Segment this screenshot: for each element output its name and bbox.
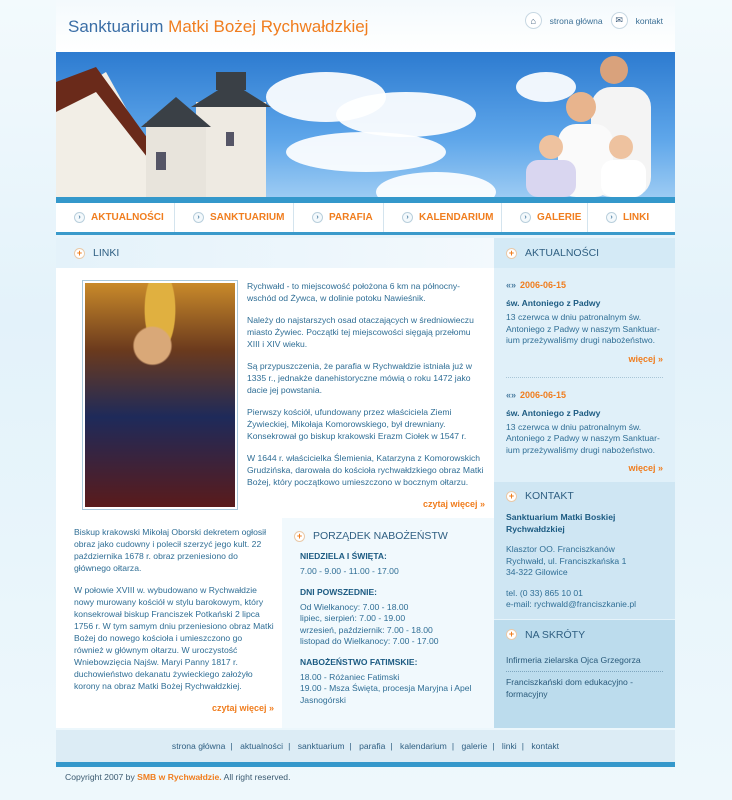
copyright: Copyright 2007 by SMB w Rychwałdzie. All right reserved. bbox=[65, 772, 291, 782]
read-more-link[interactable]: czytaj więcej » bbox=[422, 499, 485, 509]
nav-sanktuarium[interactable]: › SANKTUARIUM bbox=[175, 203, 294, 232]
home-icon[interactable]: ⌂ bbox=[525, 12, 542, 29]
section-heading: + LINKI bbox=[56, 238, 494, 268]
chevron-right-icon: › bbox=[520, 212, 531, 223]
news-item: «» 2006-06-15 św. Antoniego z Padwy 13 czerwca w dniu patronalnym św. Antoniego z Padwy w naszym Sanktuar-ium przeżywaliśmy drugi nabożeństwo. więcej » bbox=[494, 280, 675, 378]
email-link[interactable]: e-mail: rychwald@franciszkanie.pl bbox=[506, 599, 637, 609]
nav-parafia[interactable]: › PARAFIA bbox=[294, 203, 384, 232]
footer-link[interactable]: kontakt bbox=[531, 741, 560, 751]
contact-box: + KONTAKT Sanktuarium Matki Boskiej Rychwałdzkiej Klasztor OO. Franciszkanów Rychwałd, ul. Franciszkańska 1 34-322 Gilowice tel. (0 33) 865 10 01 e-mail: rychwald@franciszkanie.pl bbox=[494, 482, 675, 619]
footer-link[interactable]: galerie bbox=[461, 741, 488, 751]
main-content bbox=[56, 238, 494, 728]
chevron-right-icon: › bbox=[193, 212, 204, 223]
chevron-right-icon: › bbox=[402, 212, 413, 223]
read-more-link[interactable]: czytaj więcej » bbox=[211, 703, 274, 713]
footer-link[interactable]: parafia bbox=[359, 741, 386, 751]
footer-link[interactable]: linki bbox=[501, 741, 517, 751]
nav-aktualnosci[interactable]: › AKTUALNOŚCI bbox=[56, 203, 175, 232]
plus-icon: + bbox=[506, 248, 517, 259]
divider bbox=[56, 762, 675, 767]
header bbox=[56, 0, 675, 52]
more-link[interactable]: więcej » bbox=[628, 463, 663, 473]
footer-link[interactable]: strona główna bbox=[171, 741, 226, 751]
arrows-icon: «» bbox=[506, 389, 517, 400]
nav-galerie[interactable]: › GALERIE bbox=[502, 203, 588, 232]
envelope-icon[interactable]: ✉ bbox=[611, 12, 628, 29]
history-text: Biskup krakowski Mikołaj Oborski dekretem ogłosił obraz jako cudowny i polecił szerzyć jego kult. 22 października 1678 r. obraz przeniesiono do głównego ołtarza. W połowie XVIII w. wybudowano w Rychwałdzie nowy murowany kościół w stylu barokowym, który konsekrował biskup Franciszek Potkański 2 lipca 1756 r. W tym samym dniu przeniesiono obraz Matki Bożej do nowego kościoła i umieszczono go również w głównym ołtarzu. W uroczystość Wniebowzięcia Najśw. Maryi Panny 1817 r. duchowieństwo dekanatu żywieckiego założyło korony na obraz Matki Bożej Rychwałdzkiej. czytaj więcej » bbox=[74, 527, 274, 713]
footer-links: strona główna | aktualności | sanktuarium | parafia | kalendarium | galerie | linki | kontakt bbox=[56, 730, 675, 762]
main-nav bbox=[56, 203, 675, 235]
page bbox=[56, 0, 675, 800]
plus-icon: + bbox=[506, 491, 517, 502]
shortcut-link[interactable]: Franciszkański dom edukacyjno - formacyjny bbox=[506, 671, 663, 705]
news-box: + AKTUALNOŚCI «» 2006-06-15 św. Antoniego z Padwy 13 czerwca w dniu patronalnym św. Antoniego z Padwy w naszym Sanktuar-ium przeżywaliśmy drugi nabożeństwo. więcej » «» 2006-06-15 św. Antoniego z Padwy 13 czerwca w dniu patronalnym św. Antoniego z Padwy w naszym Sanktuar-ium przeżywaliśmy drugi nabożeństwo. więcej » bbox=[494, 238, 675, 482]
chevron-right-icon: › bbox=[312, 212, 323, 223]
news-item: «» 2006-06-15 św. Antoniego z Padwy 13 czerwca w dniu patronalnym św. Antoniego z Padwy w naszym Sanktuar-ium przeżywaliśmy drugi nabożeństwo. więcej » bbox=[506, 389, 663, 473]
top-link-contact[interactable]: kontakt bbox=[635, 15, 663, 26]
plus-icon: + bbox=[506, 629, 517, 640]
more-link[interactable]: więcej » bbox=[628, 353, 663, 364]
church-illustration bbox=[56, 62, 271, 197]
nav-kalendarium[interactable]: › KALENDARIUM bbox=[384, 203, 502, 232]
banner-image bbox=[56, 52, 675, 197]
arrows-icon: «» bbox=[506, 280, 517, 290]
shortcuts-box: + NA SKRÓTY Infirmeria zielarska Ojca Grzegorza Franciszkański dom edukacyjno - formacyjny bbox=[494, 619, 675, 729]
footer-link[interactable]: kalendarium bbox=[400, 741, 447, 751]
top-link-home[interactable]: strona główna bbox=[549, 15, 603, 26]
madonna-image bbox=[82, 280, 238, 510]
shortcut-link[interactable]: Infirmeria zielarska Ojca Grzegorza bbox=[506, 654, 641, 665]
site-title[interactable]: Sanktuarium Matki Bożej Rychwałdzkiej bbox=[68, 17, 369, 36]
footer-link[interactable]: aktualności bbox=[240, 741, 284, 751]
top-links bbox=[525, 12, 663, 29]
plus-icon: + bbox=[294, 531, 305, 542]
mass-schedule: + PORZĄDEK NABOŻEŃSTW NIEDZIELA I ŚWIĘTA: 7.00 - 9.00 - 11.00 - 17.00 DNI POWSZEDNIE: Od Wielkanocy: 7.00 - 18.00 lipiec, sierpień: 7.00 - 19.00 wrzesień, październik: 7.00 - 18.00 listopad do Wielkanocy: 7.00 - 17.00 NABOŻEŃSTWO FATIMSKIE: 18.00 - Różaniec Fatimski 19.00 - Msza Święta, procesja Maryjna i Apel Jasnogórski bbox=[282, 518, 494, 728]
sidebar bbox=[494, 238, 675, 728]
plus-icon: + bbox=[74, 248, 85, 259]
family-photo bbox=[496, 52, 675, 197]
footer-link[interactable]: sanktuarium bbox=[297, 741, 345, 751]
chevron-right-icon: › bbox=[74, 212, 85, 223]
chevron-right-icon: › bbox=[606, 212, 617, 223]
intro-text: Rychwałd - to miejscowość położona 6 km na północny-wschód od Żywca, w dolinie potoku Nawieśnik. Należy do najstarszych osad otaczających w średniowieczu miasto Żywiec. Początki tej miejscowości sięgają przełomu XIII i XIV wieku. Są przypuszczenia, że parafia w Rychwałdzie istniała już w 1335 r., jednakże danehistoryczne mówią o roku 1472 jako dacie jej powstania. Pierwszy kościół, ufundowany przez właściciela Ziemi Żywieckiej, Mikołaja Komorowskiego, był drewniany. Konsekrował go biskup krakowski Erazm Ciołek w 1547 r. W 1644 r. właścicielka Ślemienia, Katarzyna z Komorowskich Grudzińska, darowała do kościoła rychwałdzkiego obraz Matki Bożej, który początkowo umieszczono w bocznym ołtarzu. czytaj więcej » bbox=[247, 281, 485, 509]
nav-linki[interactable]: › LINKI bbox=[588, 203, 675, 232]
